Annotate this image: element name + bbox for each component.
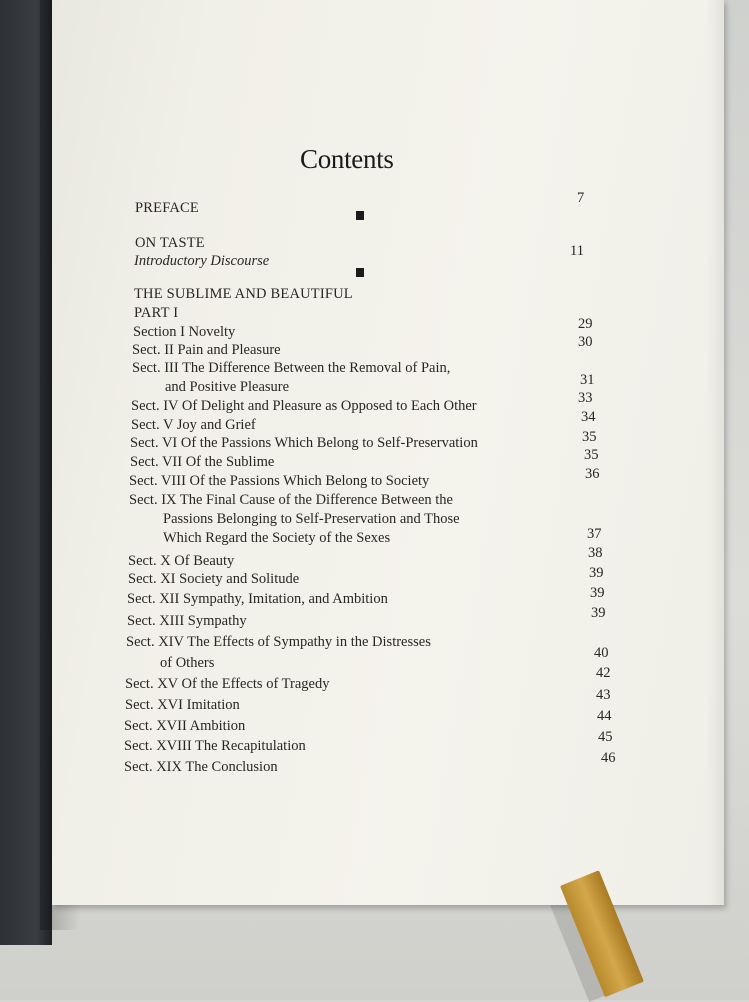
toc-page-number: 7: [577, 190, 585, 206]
toc-entry: Sect. XIII Sympathy: [127, 613, 247, 629]
toc-entry: Section I Novelty: [133, 324, 236, 340]
toc-entry: Sect. VII Of the Sublime: [130, 454, 275, 470]
toc-entry-continued: Which Regard the Society of the Sexes: [163, 530, 391, 546]
toc-entry: Sect. II Pain and Pleasure: [132, 342, 281, 358]
page-right-edge: [706, 0, 724, 905]
toc-page-number: 33: [578, 390, 593, 406]
separator-square-icon: [356, 211, 364, 220]
toc-entry-continued: Passions Belonging to Self-Preservation and Those: [163, 511, 460, 527]
toc-page-number: 45: [598, 729, 613, 745]
toc-entry: Sect. XIX The Conclusion: [124, 759, 278, 775]
toc-page-number: 11: [570, 243, 584, 259]
toc-page-number: 29: [578, 316, 593, 332]
toc-entry: Sect. XVI Imitation: [125, 697, 240, 713]
toc-page-number: 38: [588, 545, 603, 561]
toc-page-number: 31: [580, 372, 595, 388]
toc-introductory-discourse: Introductory Discourse: [134, 253, 270, 269]
toc-entry: Sect. XI Society and Solitude: [128, 571, 300, 587]
toc-page-number: 30: [578, 334, 593, 350]
toc-page-number: 35: [582, 429, 597, 445]
page-title: Contents: [300, 144, 394, 174]
toc-sublime-heading: THE SUBLIME AND BEAUTIFUL: [134, 286, 353, 302]
toc-page-number: 42: [596, 665, 611, 681]
toc-page-number: 39: [590, 585, 605, 601]
toc-entry: Sect. XVIII The Recapitulation: [124, 738, 306, 754]
toc-page-number: 37: [587, 526, 602, 542]
toc-entry: Sect. XIV The Effects of Sympathy in the Distresses: [126, 634, 431, 650]
toc-entry: Sect. IX The Final Cause of the Difference Between the: [129, 492, 453, 508]
toc-entry-continued: of Others: [160, 655, 215, 671]
toc-page-number: 36: [585, 466, 600, 482]
toc-page-number: 43: [596, 687, 611, 703]
toc-page-number: 34: [581, 409, 596, 425]
toc-entry: Sect. VIII Of the Passions Which Belong to Society: [129, 473, 430, 489]
toc-entry: Sect. V Joy and Grief: [131, 417, 256, 433]
toc-entry: Sect. XVII Ambition: [124, 718, 246, 734]
toc-entry: Sect. IV Of Delight and Pleasure as Opposed to Each Other: [131, 398, 477, 414]
toc-page-number: 44: [597, 708, 612, 724]
toc-on-taste: ON TASTE: [135, 235, 205, 251]
toc-entry: Sect. VI Of the Passions Which Belong to Self-Preservation: [130, 435, 478, 451]
toc-entry: Sect. III The Difference Between the Removal of Pain,: [132, 360, 451, 376]
toc-page-number: 39: [589, 565, 604, 581]
toc-page-number: 40: [594, 645, 609, 661]
toc-page-number: 39: [591, 605, 606, 621]
toc-entry: Sect. XII Sympathy, Imitation, and Ambition: [127, 591, 388, 607]
toc-entry: Sect. XV Of the Effects of Tragedy: [125, 676, 330, 692]
toc-preface: PREFACE: [135, 200, 199, 216]
toc-page-number: 46: [601, 750, 616, 766]
toc-page-number: 35: [584, 447, 599, 463]
toc-entry: Sect. X Of Beauty: [128, 553, 235, 569]
separator-square-icon: [356, 268, 364, 277]
toc-part-label: PART I: [134, 305, 179, 321]
toc-entry-continued: and Positive Pleasure: [165, 379, 290, 395]
